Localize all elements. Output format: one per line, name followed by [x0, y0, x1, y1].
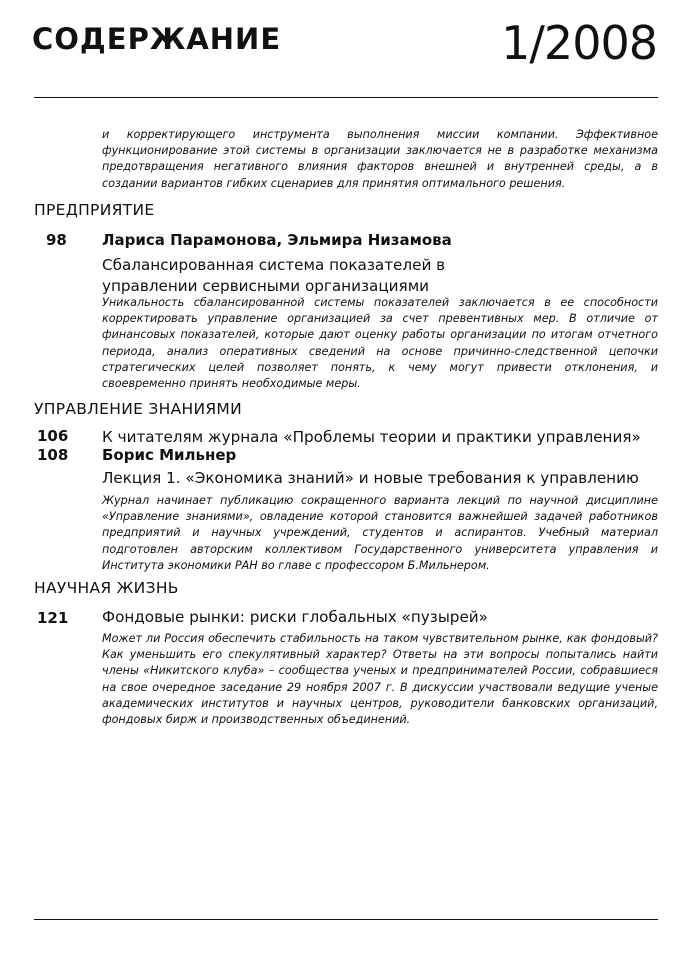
- entry-abstract: Уникальность сбалансированной системы показателей заключается в ее способности корректировать управление организацией за счет превентивных мер. В отличие от финансовых показателей, которые дают оценку работы организации по итогам отчетного периода, анализ оперативных сведений на основе причинно-следственной цепочки стратегических целей позволяет понять, к чему могут привести отклонения, и своевременно принять необходимые меры.: [102, 296, 658, 391]
- section-heading-scientific-life: НАУЧНАЯ ЖИЗНЬ: [34, 579, 179, 597]
- footer-divider: [34, 919, 658, 920]
- page-header: [0, 0, 691, 100]
- note-page-number[interactable]: 106: [37, 427, 69, 445]
- entry-title[interactable]: Лекция 1. «Экономика знаний» и новые требования к управлению: [102, 469, 639, 487]
- entry-abstract: Журнал начинает публикацию сокращенного варианта лекций по научной дисциплине «Управление знаниями», овладение которой становится важнейшей задачей работников предприятий и научных учреждений, студентов и аспирантов. Учебный материал подготовлен авторским коллективом Государственного университета управления и Института экономики РАН во главе с профессором Б.Мильнером.: [102, 494, 658, 572]
- note-title[interactable]: К читателям журнала «Проблемы теории и практики управления»: [102, 428, 641, 446]
- header-divider: [34, 97, 658, 98]
- section-heading-enterprise: ПРЕДПРИЯТИЕ: [34, 201, 155, 219]
- issue-number: 1/2008: [501, 16, 657, 70]
- section-heading-knowledge-management: УПРАВЛЕНИЕ ЗНАНИЯМИ: [34, 400, 242, 418]
- entry-author: Лариса Парамонова, Эльмира Низамова: [102, 231, 452, 249]
- page-title: СОДЕРЖАНИЕ: [32, 22, 282, 56]
- entry-page-number[interactable]: 98: [46, 231, 67, 249]
- entry-page-number[interactable]: 121: [37, 609, 69, 627]
- entry-abstract: Может ли Россия обеспечить стабильность на таком чувствительном рынке, как фондовый? Как уменьшить его спекулятивный характер? Ответы на эти вопросы попытались найти члены «Никитского клуба» – сообщества ученых и предпринимателей России, собравшиеся на свое очередное заседание 29 ноября 2007 г. В дискуссии участвовали ведущие ученые академических институтов и научных центров, руководители банковских организаций, фондовых бирж и производственных объединений.: [102, 632, 658, 727]
- entry-title[interactable]: Фондовые рынки: риски глобальных «пузырей»: [102, 608, 488, 626]
- entry-title[interactable]: Сбалансированная система показателей в управлении сервисными организациями: [102, 256, 446, 295]
- entry-author: Борис Мильнер: [102, 446, 237, 464]
- intro-abstract: и корректирующего инструмента выполнения миссии компании. Эффективное функционирование этой системы в организации заключается не в разработке механизма предотвращения негативного влияния факторов внешней и внутренней среды, а в создании вариантов гибких сценариев для принятия оптимального решения.: [102, 128, 658, 190]
- entry-page-number[interactable]: 108: [37, 446, 69, 464]
